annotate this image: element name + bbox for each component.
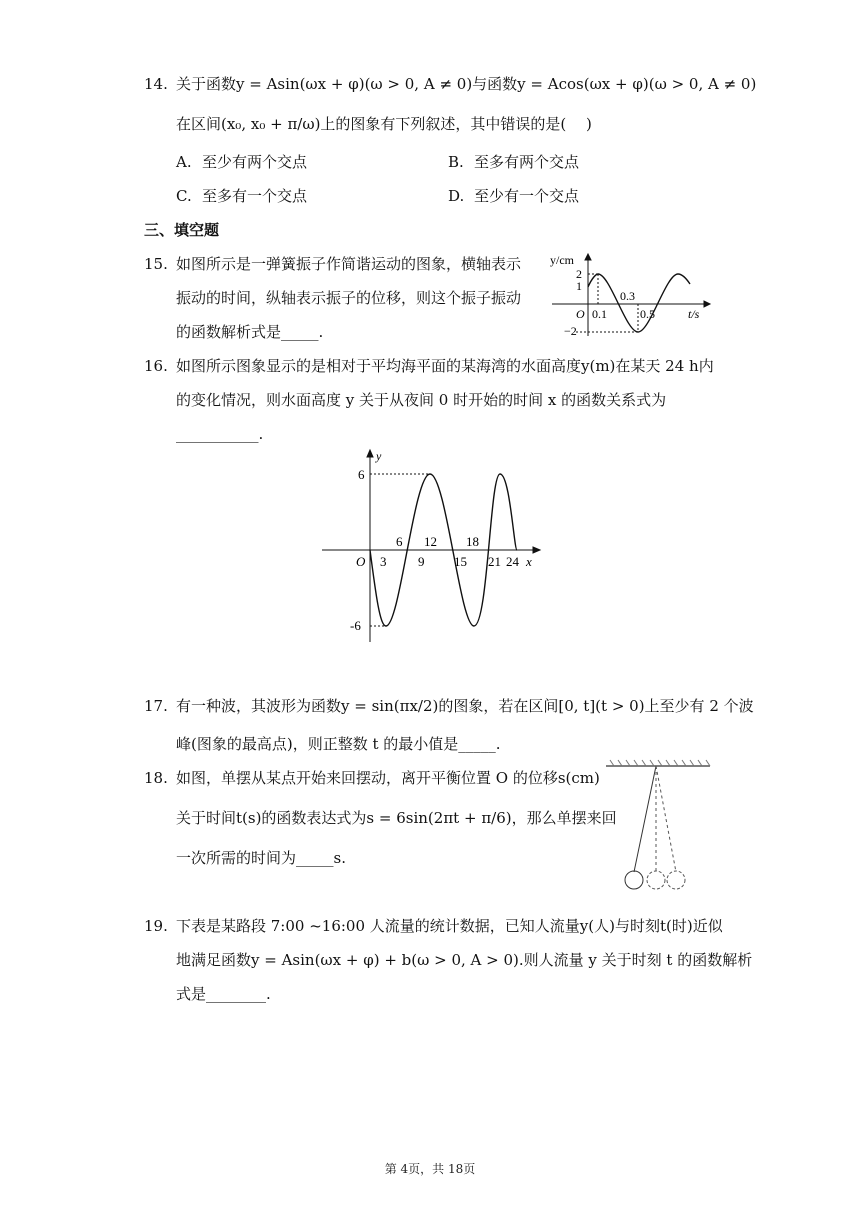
q16-x-tick-18: 18: [466, 534, 479, 549]
q15-x-tick-0.5: 0.5: [640, 307, 655, 321]
q14-option-c: C. 至多有一个交点: [176, 187, 308, 205]
q15-stem-line2: 振动的时间，纵轴表示振子的位移，则这个振子振动: [176, 289, 522, 307]
q17-stem-line2: 峰(图象的最高点)，则正整数 t 的最小值是_____.: [176, 735, 501, 753]
question-number-17: 17.: [144, 697, 168, 715]
q16-stem-line3: ___________.: [176, 425, 264, 443]
q17-stem-line1: 有一种波，其波形为函数y = sin(πx/2)的图象，若在区间[0, t](t > 0)上至少有 2 个波: [176, 697, 754, 715]
q16-stem-line2: 的变化情况，则水面高度 y 关于从夜间 0 时开始的时间 x 的函数关系式为: [176, 391, 667, 409]
q16-x-tick-24: 24: [506, 554, 519, 569]
q16-x-tick-6: 6: [396, 534, 403, 549]
question-number-15: 15.: [144, 255, 168, 273]
q16-y-tick-neg6: -6: [350, 618, 361, 633]
q16-origin-label: O: [356, 554, 366, 569]
q14-option-b: B. 至多有两个交点: [448, 153, 580, 171]
q16-tide-graph: [318, 446, 548, 646]
q16-x-tick-3: 3: [380, 554, 387, 569]
q18-stem-line1: 如图，单摆从某点开始来回摆动，离开平衡位置 O 的位移s(cm): [176, 769, 600, 787]
q15-origin-label: O: [576, 307, 585, 321]
q16-y-tick-6: 6: [358, 467, 365, 482]
q16-stem-line1: 如图所示图象显示的是相对于平均海平面的某海湾的水面高度y(m)在某天 24 h内: [176, 357, 714, 375]
section-header-fill-in: 三、填空题: [144, 221, 220, 239]
q19-stem-line3: 式是________.: [176, 985, 271, 1003]
q15-y-tick-neg2: −2: [564, 324, 577, 338]
q15-y-tick-1: 1: [576, 279, 582, 293]
q16-x-tick-9: 9: [418, 554, 425, 569]
q16-x-tick-12: 12: [424, 534, 437, 549]
q18-pendulum-figure: [604, 758, 714, 892]
q18-stem-line2: 关于时间t(s)的函数表达式为s = 6sin(2πt + π/6)，那么单摆来回: [176, 809, 617, 827]
q18-stem-line3: 一次所需的时间为_____s.: [176, 849, 346, 867]
q15-x-tick-0.1: 0.1: [592, 307, 607, 321]
question-number-19: 19.: [144, 917, 168, 935]
q15-y-axis-label: y/cm: [550, 253, 574, 267]
q16-x-axis-label: x: [526, 554, 532, 569]
q14-stem-line1: 关于函数y = Asin(ωx + φ)(ω > 0, A ≠ 0)与函数y = Acos(ωx + φ)(ω > 0, A ≠ 0): [176, 75, 757, 93]
q15-y-tick-2: 2: [576, 267, 582, 281]
q15-stem-line3: 的函数解析式是_____.: [176, 323, 324, 341]
q19-stem-line2: 地满足函数y = Asin(ωx + φ) + b(ω > 0, A > 0).则人流量 y 关于时刻 t 的函数解析: [176, 951, 753, 969]
q16-y-axis-label: y: [376, 449, 382, 463]
q15-x-axis-label: t/s: [688, 307, 700, 321]
q15-spring-graph: [540, 248, 720, 340]
page-footer: 第 4页，共 18页: [384, 1162, 476, 1176]
q14-option-a: A. 至少有两个交点: [176, 153, 308, 171]
question-number-16: 16.: [144, 357, 168, 375]
question-number-18: 18.: [144, 769, 168, 787]
question-number-14: 14.: [144, 75, 168, 93]
q16-x-tick-15: 15: [454, 554, 467, 569]
q15-x-tick-0.3: 0.3: [620, 289, 635, 303]
q14-stem-line2: 在区间(x₀, x₀ + π/ω)上的图象有下列叙述，其中错误的是( ): [176, 115, 592, 133]
q14-option-d: D. 至少有一个交点: [448, 187, 580, 205]
q16-x-tick-21: 21: [488, 554, 501, 569]
q15-stem-line1: 如图所示是一弹簧振子作简谐运动的图象，横轴表示: [176, 255, 522, 273]
q19-stem-line1: 下表是某路段 7:00 ~16:00 人流量的统计数据，已知人流量y(人)与时刻t(时)近似: [176, 917, 723, 935]
